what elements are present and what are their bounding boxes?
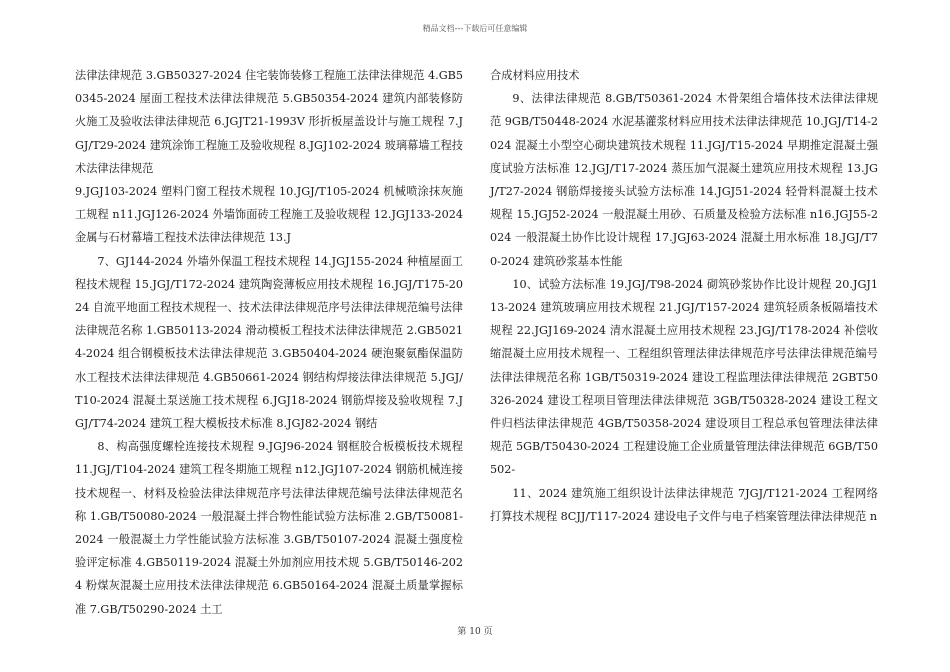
page-header: 精品文档---下载后可任意编辑 [422,24,528,33]
left-column [75,64,463,621]
paragraph: 合成材料应用技术 [490,69,580,82]
paragraph: 11、2024 建筑施工组织设计法律法律规范 7JGJ/T121-2024 工程网络打算技术规程 8CJJ/T117-2024 建设电子文件与电子档案管理法律法律规范 n [490,486,878,523]
paragraph: 8、构高强度螺栓连接技术规程 9.JGJ96-2024 钢框胶合板模板技术规程 11.JGJ/T104-2024 建筑工程冬期施工规程 n12.JGJ107-2024 钢筋机械连接技术规程一、材料及检验法律法律规范序号法律法律规范编号法律法律规范名称 1.GB/T50080-2024 一般混凝土拌合物性能试验方法标准 2.GB/T50081-2024 一般混凝土力学性能试验方法标准 3.GB/T50107-2024 混凝土强度检验评定标准 4.GB50119-2024 混凝土外加剂应用技术规 5.GB/T50146-2024 粉煤灰混凝土应用技术法律法律规范 6.GB50164-2024 混凝土质量掌握标准 7.GB/T50290-2024 土工 [75,440,463,616]
paragraph: 9.JGJ103-2024 塑料门窗工程技术规程 10.JGJ/T105-2024 机械喷涂抹灰施工规程 n11.JGJ126-2024 外墙饰面砖工程施工及验收规程 12.JGJ133-2024 金属与石材幕墙工程技术法律法律规范 13.J [75,185,463,245]
right-column [490,64,878,528]
page-number: 第 10 页 [457,627,493,637]
paragraph: 法律法律规范 3.GB50327-2024 住宅装饰装修工程施工法律法律规范 4.GB50345-2024 屋面工程技术法律法律规范 5.GB50354-2024 建筑内部装修防火施工及验收法律法律规范 6.JGJT21-1993V 形折板屋盖设计与施工规程 7.JGJ/T29-2024 建筑涂饰工程施工及验收规程 8.JGJ102-2024 玻璃幕墙工程技术法律法律规范 [75,69,463,175]
paragraph: 7、GJ144-2024 外墙外保温工程技术规程 14.JGJ155-2024 种植屋面工程技术规程 15.JGJ/T172-2024 建筑陶瓷薄板应用技术规程 16.JGJ/T175-2024 自流平地面工程技术规程一、技术法律法律规范序号法律法律规范编号法律法律规范名称 1.GB50113-2024 滑动模板工程技术法律法律规范 2.GB50214-2024 组合钢模板技术法律法律规范 3.GB50404-2024 硬泡聚氨酯保温防水工程技术法律法律规范 4.GB50661-2024 钢结构焊接法律法律规范 5.JGJ/T10-2024 混凝土泵送施工技术规程 6.JGJ18-2024 钢筋焊接及验收规程 7.JGJ/T74-2024 建筑工程大模板技术标准 8.JGJ82-2024 钢结 [75,254,463,431]
paragraph: 9、法律法律规范 8.GB/T50361-2024 木骨架组合墙体技术法律法律规范 9GB/T50448-2024 水泥基灌浆材料应用技术法律法律规范 10.JGJ/T14-2024 混凝土小型空心砌块建筑技术规程 11.JGJ/T15-2024 早期推定混凝土强度试验方法标准 12.JGJ/T17-2024 蒸压加气混凝土建筑应用技术规程 13.JGJ/T27-2024 钢筋焊接接头试验方法标准 14.JGJ51-2024 轻骨料混凝土技术规程 15.JGJ52-2024 一般混凝土用砂、石质量及检验方法标准 n16.JGJ55-2024 一般混凝土协作比设计规程 17.JGJ63-2024 混凝土用水标准 18.JGJ/T70-2024 建筑砂浆基本性能 [490,92,878,268]
paragraph: 10、试验方法标准 19.JGJ/T98-2024 砌筑砂浆协作比设计规程 20.JGJ113-2024 建筑玻璃应用技术规程 21.JGJ/T157-2024 建筑轻质条板隔墙技术规程 22.JGJ169-2024 清水混凝土应用技术规程 23.JGJ/T178-2024 补偿收缩混凝土应用技术规程一、工程组织管理法律法律规范序号法律法律规范编号法律法律规范名称 1GB/T50319-2024 建设工程监理法律法律规范 2GBT50326-2024 建设工程项目管理法律法律规范 3GB/T50328-2024 建设工程文件归档法律法律规范 4GB/T50358-2024 建设项目工程总承包管理法律法律规范 5GB/T50430-2024 工程建设施工企业质量管理法律法律规范 6GB/T50502- [490,277,878,477]
